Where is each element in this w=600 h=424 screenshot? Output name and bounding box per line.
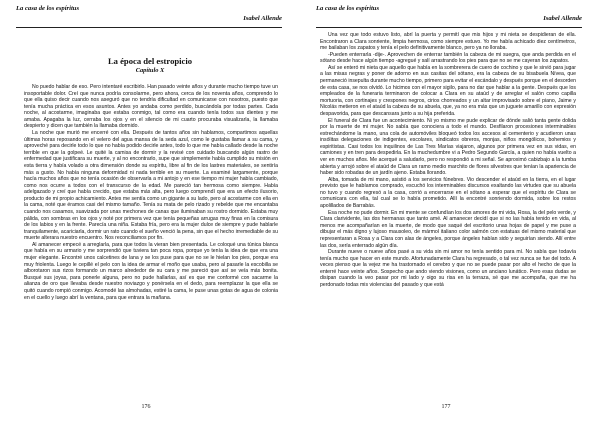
right-page xyxy=(300,0,600,424)
body-text xyxy=(24,84,278,396)
header-author: Isabel Allende xyxy=(543,15,582,22)
header-book-title: La casa de los espíritus xyxy=(16,5,80,12)
paragraph: Así se enteró mi nieta que aquello que había en la sombrerera de cuero de cochino y que le sirvió para jugar a las misas negras y poner de adorno en sus casitas del sótano, era la cabeza de su bisabuela Nívea, que permaneció insepulta durante mucho tiempo, primero para evitar el escándalo y después porque en el desorden de esta casa, se nos olvidó. Lo hicimos con el mayor sigilo, para no dar que hablar a la gente. Después que los empleados de la funeraria terminaron de colocar a Clara en su ataúd y de arreglar el salón como capilla mortuoria, con cortinajes y crespones negros, cirios chorreados y un altar improvisado sobre el piano, Jaime y Nicolás metieron en el ataúd la cabeza de su abuela, que, ya no era más que un juguete amarillo con expresión despavorida, para que descansara junto a su hija preferida. xyxy=(320,64,576,117)
paragraph: La noche que murió me encerré con ella. Después de tantos años sin hablarnos, compartimos aquellas últimas horas reposando en el velero del agua mansa de la seda azul, como le gustaba llamar a su cama, y aproveché para decirle todo lo que no había podido decirle antes, todo lo que me había callado desde la noche terrible en que la golpeé. Le quité la camisa de dormir y la revisé con cuidado buscando algún rastro de enfermedad que justificara su muerte, y al no encontrarlo, supe que simplemente había cumplido su misión en esta tierra y había volado a otra dimensión donde su espíritu, libre al fin de los lastres materiales, se sentiría más a gusto. No había ninguna deformidad ni nada terrible en su muerte. La examiné largamente, porque hacía muchos años que no tenía ocasión de observarla a mi antojo y en ese tiempo mi mujer había cambiado, como nos ocurre a todos con el transcurso de la edad. Me pareció tan hermosa como siempre. Había adelgazado y creí que había crecido, que estaba más alta, pero luego comprendí que era un efecto ilusorio, producto de mi propio achicamiento. Antes me sentía como un gigante a su lado, pero al acostarme con ella en la cama, noté que éramos casi del mismo tamaño. Tenía su mata de pelo rizado y rebelde que me encantaba cuando nos casamos, suavizada por unas mechones de canas que iluminaban su rostro dormido. Estaba muy pálida, con sombras en los ojos y noté por primera vez que tenía pequeñas arrugas muy finas en la comisura de los labios y en la frente. Parecía una niña. Estaba fría, pero era la mujer dulce de siempre y pude hablarle tranquilamente, acariciarla, dormir un rato cuando el sueño venció la pena, sin que el hecho irremediable de su muerte alterara nuestro encuentro. Nos reconciliamos por fin. xyxy=(24,130,278,242)
paragraph: Al amanecer empecé a arreglarla, para que todos la vieran bien presentada. Le coloqué una túnica blanca que había en su armario y me sorprendió que tuviera tan poca ropa, porque yo tenía la idea de que era una mujer elegante. Encontré unos calcetines de lana y se los puse para que no se le hielan los pies, porque era muy friolenta. Luego le cepillé el pelo con la idea de armar el moño que usaba, pero al pasarle la escobilla se alborotaron sus rizos formando un marco alrededor de su cara y me pareció que así se veía más bonita. Busqué sus joyas, para ponerle alguna, pero no pude hallarlas, así es que me conformé con sacarme la alianza de oro que llevaba desde nuestro noviazgo y ponérsela en el dedo, para reemplazar la que ella se quitó cuando rompió conmigo. Acomodé las almohadas, estiré la cama, le puse unas gotas de agua de colonia en el cuello y luego abrí la ventana, para que entrara la mañana. xyxy=(24,241,278,301)
paragraph: No puedo hablar de eso. Pero intentaré escribirlo. Han pasado veinte años y durante mucho tiempo tuve un insoportable dolor. Creí que nunca podría consolarme, pero ahora, cerca de los noventa años, comprendo lo que ella quiso decir cuando nos aseguró que no tendría dificultad en comunicarse con nosotros, puesto que tenía mucha práctica en esos asuntos. Antes yo andaba como perdido, buscándola por todas partes. Cada noche, al acostarme, imaginaba que estaba conmigo, tal como era cuando tenía todos sus dientes y me amaba. Apagaba la luz, cerraba los ojos y en el silencio de mi cuarto procuraba visualizarla, la llamaba despierto y dicen que también la llamaba dormido. xyxy=(24,84,278,130)
running-header xyxy=(316,5,582,28)
header-book-title: La casa de los espíritus xyxy=(316,5,380,12)
chapter-title: La época del estropicio xyxy=(107,56,193,66)
running-header xyxy=(16,5,282,28)
chapter-number: Capítulo X xyxy=(135,67,165,74)
paragraph: Durante nueve o nueve años pasé a su vida sin mi amor no tenía sentido para mí. No sabía que todavía tenía mucho que hacer en este mundo. Afortunadamente Clara ha regresado, o tal vez nunca se fue del todo. A veces pienso que la vejez me ha trastornado el cerebro y que no se puede pasar por alto el hecho de que la enterré hace veinte años. Sospecho que ando viendo visiones, como un anciano lunático. Pero esas dudas se disipan cuando la veo pasar por mi lado y oigo su risa en la terraza, sé que me acompaña, que me ha perdonado todas mis violencias del pasado y que está xyxy=(320,249,576,288)
paragraph: Alba, tomada de mi mano, asistió a los servicios fúnebres. Vio descender el ataúd en la tierra, en el lugar previsto que le habíamos comprado, escuchó los interminables discursos exaltando las virtudes que su abuela no tuvo y cuando regresó a la casa, corrió a encerrarse en el sótano a esperar que el espíritu de Clara se comunicara con ella, tal cual se lo había prometido. Allí la encontré sonriendo dormida, sobre los restos apolillados de Barrabás. xyxy=(320,176,576,210)
paragraph: -Pueden enterrarla -dije-. Aprovechen de enterrar también la cabeza de mi suegra, que anda perdida en el sótano desde hace algún tiempo -agregué y salí arrastrando los pies para que no se me cayeran los zapatos. xyxy=(320,51,576,65)
body-text xyxy=(320,32,576,396)
header-author: Isabel Allende xyxy=(243,15,282,22)
page-number: 176 xyxy=(141,404,151,410)
page-number: 177 xyxy=(441,404,451,410)
paragraph: El funeral de Clara fue un acontecimiento. Ni yo mismo me pude explicar de dónde salió tanta gente dolida por la muerte de mi mujer. No sabía que conociera a todo el mundo. Desfilaron procesiones interminables estrechándome la mano, una cola de automóviles bloqueó todos los accesos al cementerio y acudieron unas insólitas delegaciones de indigentes, escolares, sindicatos obreros, monjas, niños mongólicos, bohemios y espiritistas. Casi todos los inquilinos de Las Tres Marías viajaron, algunos por primera vez en sus vidas, en camiones y en tren para despedirla. En la muchedumbre vi a Pedro Segundo García, a quien no había vuelto a ver en muchos años. Me acerqué a saludarlo, pero no respondió a mi señal. Se aproximó cabizbajo a la tumba abierta y arrojó sobre el ataúd de Clara un ramo medio marchito de flores silvestres que tenían la apariencia de haber sido robadas de un jardín ajeno. Estaba llorando. xyxy=(320,117,576,177)
paragraph: Una vez que todo estuvo listo, abrí la puerta y permití que mis hijos y mi nieta se despidieran de ella. Encontraron a Clara sonriente, limpia hermosa, como siempre estuvo. Yo me había achicado diez centímetros, me bailaban los zapatos y tenía el pelo definitivamente blanco, pero ya no lloraba. xyxy=(320,32,576,52)
paragraph: Esa noche no pude dormir. En mi mente se confundían los dos amores de mi vida, Rosa, la del pelo verde, y Clara clarividente, las dos hermanas que tanto amé. Al amanecer decidí que si no las había tenido en vida, al menos me acompañarían en la muerte, de modo que saqué del escritorio unas hojas de papel y me puse a dibujar el más digno y lujoso mausoleo, de mármol italiano color salmón con estatuas del mismo material que representaran a Rosa y a Clara con alas de ángeles, porque ángeles habían sido y seguirían siendo. Allí entre las dos, sería enterrado algún día. xyxy=(320,209,576,249)
